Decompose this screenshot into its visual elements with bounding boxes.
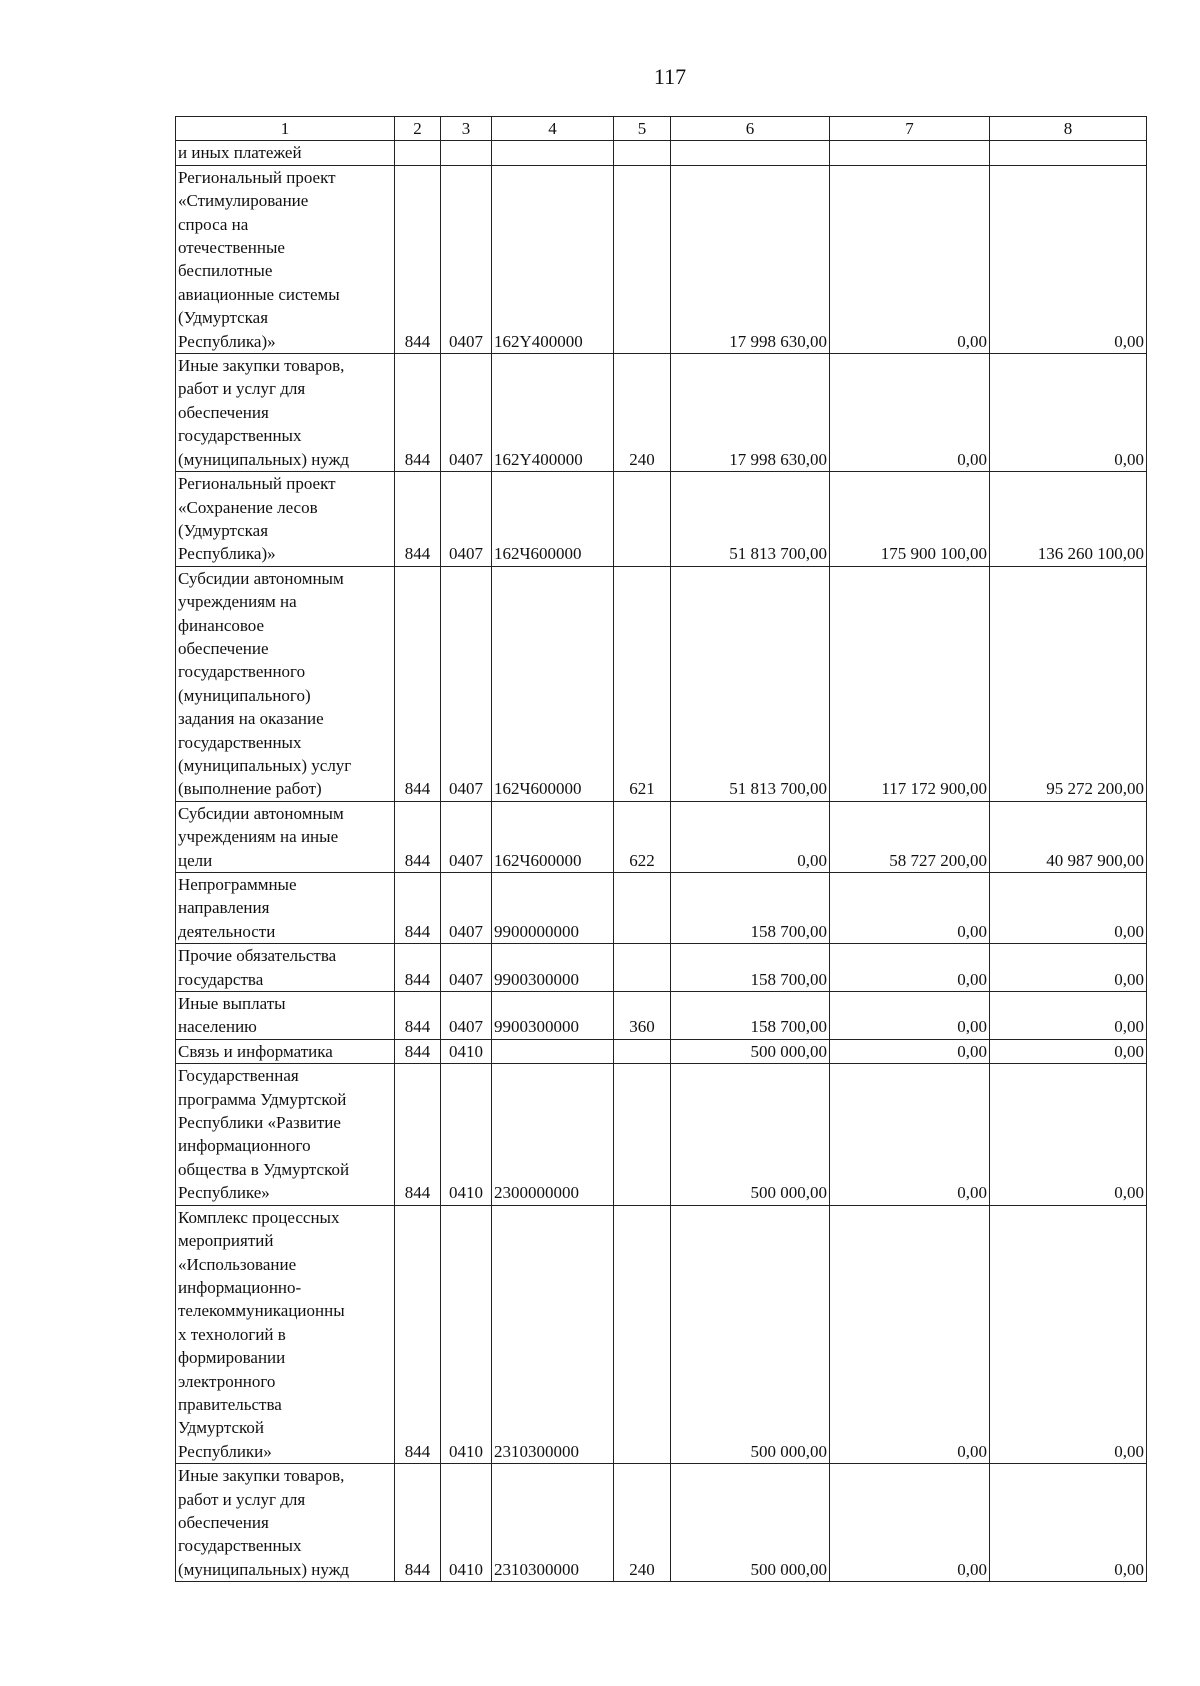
item-name-line: Субсидии автономным: [178, 803, 344, 823]
item-name-line: Непрограммные: [178, 875, 297, 894]
item-name-line: х технологий в: [178, 1324, 286, 1344]
item-name-line: Региональный проект: [178, 167, 336, 187]
amount-col7-cell: 0,00: [830, 1039, 990, 1063]
amount-col7-cell: [830, 141, 990, 165]
section-code-cell: 0410: [441, 1464, 492, 1582]
item-name-line: авиационные системы: [178, 284, 340, 304]
item-name-line: (муниципальных) нужд: [178, 1559, 350, 1579]
item-name-line: Региональный проект: [178, 474, 336, 494]
amount-col7-cell: 0,00: [830, 992, 990, 1040]
item-name-line: учреждениям на иные: [178, 827, 339, 847]
target-article-cell: 2300000000: [492, 1064, 614, 1205]
item-name-line: информационно-: [178, 1277, 302, 1297]
item-name-line: населению: [178, 1017, 257, 1037]
column-header: 1: [176, 117, 395, 141]
item-name-line: программа Удмуртской: [178, 1089, 347, 1109]
section-code-cell: 0407: [441, 873, 492, 944]
item-name-line: (Удмуртская: [178, 308, 269, 328]
item-name-line: Республике»: [178, 1183, 270, 1203]
item-name-line: учреждениям на: [178, 592, 297, 612]
item-name-cell: [176, 1205, 395, 1463]
item-name-line: обеспечения: [178, 1512, 269, 1532]
item-name-line: Комплекс процессных: [178, 1207, 340, 1227]
item-name-line: (муниципального): [178, 685, 311, 705]
item-name-line: Удмуртской: [178, 1418, 265, 1438]
target-article-cell: [492, 1039, 614, 1063]
amount-col6-cell: 51 813 700,00: [671, 566, 830, 801]
item-name-line: задания на оказание: [178, 709, 324, 729]
amount-col7-cell: 0,00: [830, 1064, 990, 1205]
amount-col6-cell: 158 700,00: [671, 992, 830, 1040]
target-article-cell: 9900000000: [492, 873, 614, 944]
amount-col6-cell: 17 998 630,00: [671, 165, 830, 353]
table-row: [176, 165, 1147, 353]
item-name-cell: [176, 354, 395, 472]
table-row: [176, 141, 1147, 165]
item-name-line: Субсидии автономным: [178, 568, 344, 588]
item-name-line: финансовое: [178, 615, 265, 635]
chapter-code-cell: 844: [395, 165, 441, 353]
target-article-cell: 162Ч600000: [492, 472, 614, 567]
item-name-cell: [176, 1039, 395, 1063]
item-name-line: общества в Удмуртской: [178, 1159, 350, 1179]
item-name-line: Республики»: [178, 1441, 272, 1461]
section-code-cell: 0407: [441, 165, 492, 353]
amount-col8-cell: 40 987 900,00: [990, 801, 1147, 872]
amount-col7-cell: 0,00: [830, 354, 990, 472]
section-code-cell: 0407: [441, 566, 492, 801]
target-article-cell: 9900300000: [492, 944, 614, 992]
section-code-cell: 0407: [441, 472, 492, 567]
amount-col8-cell: 0,00: [990, 1464, 1147, 1582]
item-name-line: Республика)»: [178, 331, 276, 351]
expense-type-cell: [614, 944, 671, 992]
amount-col6-cell: 500 000,00: [671, 1039, 830, 1063]
section-code-cell: 0407: [441, 992, 492, 1040]
chapter-code-cell: 844: [395, 1064, 441, 1205]
amount-col6-cell: 0,00: [671, 801, 830, 872]
item-name-line: Связь и информатика: [178, 1041, 333, 1061]
item-name-line: Государственная: [178, 1066, 299, 1086]
section-code-cell: 0410: [441, 1205, 492, 1463]
chapter-code-cell: 844: [395, 472, 441, 567]
amount-col7-cell: 117 172 900,00: [830, 566, 990, 801]
item-name-line: формировании: [178, 1348, 286, 1368]
amount-col6-cell: [671, 141, 830, 165]
chapter-code-cell: 844: [395, 1205, 441, 1463]
item-name-cell: [176, 472, 395, 567]
item-name-line: государственных: [178, 1536, 302, 1556]
table-row: [176, 1064, 1147, 1205]
table-row: [176, 1205, 1147, 1463]
chapter-code-cell: 844: [395, 354, 441, 472]
expense-type-cell: [614, 1039, 671, 1063]
item-name-line: (выполнение работ): [178, 779, 322, 799]
chapter-code-cell: 844: [395, 873, 441, 944]
item-name-cell: [176, 944, 395, 992]
amount-col8-cell: [990, 141, 1147, 165]
item-name-line: государственного: [178, 662, 306, 682]
amount-col8-cell: 0,00: [990, 944, 1147, 992]
expense-type-cell: [614, 141, 671, 165]
column-number-row: [176, 117, 1147, 141]
item-name-line: государственных: [178, 426, 302, 446]
target-article-cell: 162Ч600000: [492, 801, 614, 872]
amount-col8-cell: 0,00: [990, 165, 1147, 353]
amount-col6-cell: 500 000,00: [671, 1064, 830, 1205]
chapter-code-cell: 844: [395, 1039, 441, 1063]
amount-col7-cell: 0,00: [830, 944, 990, 992]
item-name-line: Республика)»: [178, 544, 276, 564]
amount-col6-cell: 51 813 700,00: [671, 472, 830, 567]
item-name-line: «Стимулирование: [178, 191, 309, 211]
table-body: [176, 141, 1147, 1582]
chapter-code-cell: [395, 141, 441, 165]
table-row: [176, 992, 1147, 1040]
item-name-line: (Удмуртская: [178, 520, 269, 540]
amount-col8-cell: 0,00: [990, 354, 1147, 472]
chapter-code-cell: 844: [395, 944, 441, 992]
item-name-line: Республики «Развитие: [178, 1113, 341, 1133]
item-name-line: государства: [178, 969, 264, 989]
item-name-line: обеспечения: [178, 402, 269, 422]
item-name-cell: [176, 873, 395, 944]
target-article-cell: 162Y400000: [492, 354, 614, 472]
column-header: 6: [671, 117, 830, 141]
table-row: [176, 1464, 1147, 1582]
table-row: [176, 944, 1147, 992]
table-row: [176, 566, 1147, 801]
expense-type-cell: [614, 1205, 671, 1463]
amount-col8-cell: 0,00: [990, 873, 1147, 944]
item-name-line: беспилотные: [178, 261, 273, 281]
column-header: 5: [614, 117, 671, 141]
item-name-cell: [176, 1064, 395, 1205]
item-name-cell: [176, 566, 395, 801]
chapter-code-cell: 844: [395, 992, 441, 1040]
item-name-line: Иные закупки товаров,: [178, 1466, 345, 1486]
expense-type-cell: 621: [614, 566, 671, 801]
item-name-line: «Сохранение лесов: [178, 497, 318, 517]
amount-col8-cell: 0,00: [990, 992, 1147, 1040]
chapter-code-cell: 844: [395, 801, 441, 872]
column-header: 4: [492, 117, 614, 141]
amount-col6-cell: 500 000,00: [671, 1205, 830, 1463]
section-code-cell: [441, 141, 492, 165]
item-name-line: обеспечение: [178, 638, 269, 658]
amount-col7-cell: 175 900 100,00: [830, 472, 990, 567]
target-article-cell: 2310300000: [492, 1464, 614, 1582]
section-code-cell: 0407: [441, 801, 492, 872]
item-name-line: цели: [178, 850, 213, 870]
amount-col7-cell: 58 727 200,00: [830, 801, 990, 872]
section-code-cell: 0410: [441, 1039, 492, 1063]
amount-col8-cell: 0,00: [990, 1205, 1147, 1463]
amount-col7-cell: 0,00: [830, 1464, 990, 1582]
item-name-line: Иные закупки товаров,: [178, 356, 345, 376]
budget-table: [175, 116, 1147, 1582]
table-row: [176, 354, 1147, 472]
amount-col7-cell: 0,00: [830, 165, 990, 353]
item-name-line: электронного: [178, 1371, 276, 1391]
item-name-cell: [176, 141, 395, 165]
expense-type-cell: 240: [614, 1464, 671, 1582]
amount-col6-cell: 158 700,00: [671, 944, 830, 992]
item-name-line: (муниципальных) услуг: [178, 755, 352, 775]
table-row: [176, 472, 1147, 567]
section-code-cell: 0407: [441, 354, 492, 472]
amount-col8-cell: 136 260 100,00: [990, 472, 1147, 567]
amount-col8-cell: 95 272 200,00: [990, 566, 1147, 801]
item-name-line: работ и услуг для: [178, 1489, 306, 1509]
item-name-line: направления: [178, 898, 270, 918]
amount-col7-cell: 0,00: [830, 1205, 990, 1463]
chapter-code-cell: 844: [395, 566, 441, 801]
expense-type-cell: [614, 472, 671, 567]
amount-col8-cell: 0,00: [990, 1039, 1147, 1063]
item-name-cell: [176, 165, 395, 353]
item-name-line: «Использование: [178, 1254, 297, 1274]
table-row: [176, 873, 1147, 944]
column-header: 8: [990, 117, 1147, 141]
page-number: 117: [653, 64, 687, 89]
expense-type-cell: 622: [614, 801, 671, 872]
item-name-line: работ и услуг для: [178, 379, 306, 399]
item-name-line: отечественные: [178, 238, 285, 258]
item-name-line: деятельности: [178, 921, 276, 941]
expense-type-cell: [614, 873, 671, 944]
target-article-cell: 9900300000: [492, 992, 614, 1040]
column-header: 7: [830, 117, 990, 141]
expense-type-cell: 360: [614, 992, 671, 1040]
table-row: [176, 801, 1147, 872]
amount-col6-cell: 17 998 630,00: [671, 354, 830, 472]
target-article-cell: [492, 141, 614, 165]
item-name-line: Прочие обязательства: [178, 946, 337, 966]
section-code-cell: 0410: [441, 1064, 492, 1205]
amount-col6-cell: 158 700,00: [671, 873, 830, 944]
table-row: [176, 1039, 1147, 1063]
item-name-line: телекоммуникационны: [178, 1301, 345, 1321]
item-name-line: и иных платежей: [178, 143, 302, 163]
amount-col8-cell: 0,00: [990, 1064, 1147, 1205]
item-name-line: государственных: [178, 732, 302, 752]
expense-type-cell: [614, 165, 671, 353]
expense-type-cell: [614, 1064, 671, 1205]
item-name-line: спроса на: [178, 214, 249, 234]
amount-col7-cell: 0,00: [830, 873, 990, 944]
target-article-cell: 2310300000: [492, 1205, 614, 1463]
item-name-cell: [176, 801, 395, 872]
item-name-cell: [176, 992, 395, 1040]
column-header: 2: [395, 117, 441, 141]
item-name-line: правительства: [178, 1394, 282, 1414]
item-name-line: мероприятий: [178, 1231, 274, 1251]
item-name-cell: [176, 1464, 395, 1582]
target-article-cell: 162Y400000: [492, 165, 614, 353]
item-name-line: Иные выплаты: [178, 994, 286, 1014]
item-name-line: информационного: [178, 1136, 311, 1156]
chapter-code-cell: 844: [395, 1464, 441, 1582]
expense-type-cell: 240: [614, 354, 671, 472]
column-header: 3: [441, 117, 492, 141]
item-name-line: (муниципальных) нужд: [178, 449, 350, 469]
amount-col6-cell: 500 000,00: [671, 1464, 830, 1582]
section-code-cell: 0407: [441, 944, 492, 992]
target-article-cell: 162Ч600000: [492, 566, 614, 801]
